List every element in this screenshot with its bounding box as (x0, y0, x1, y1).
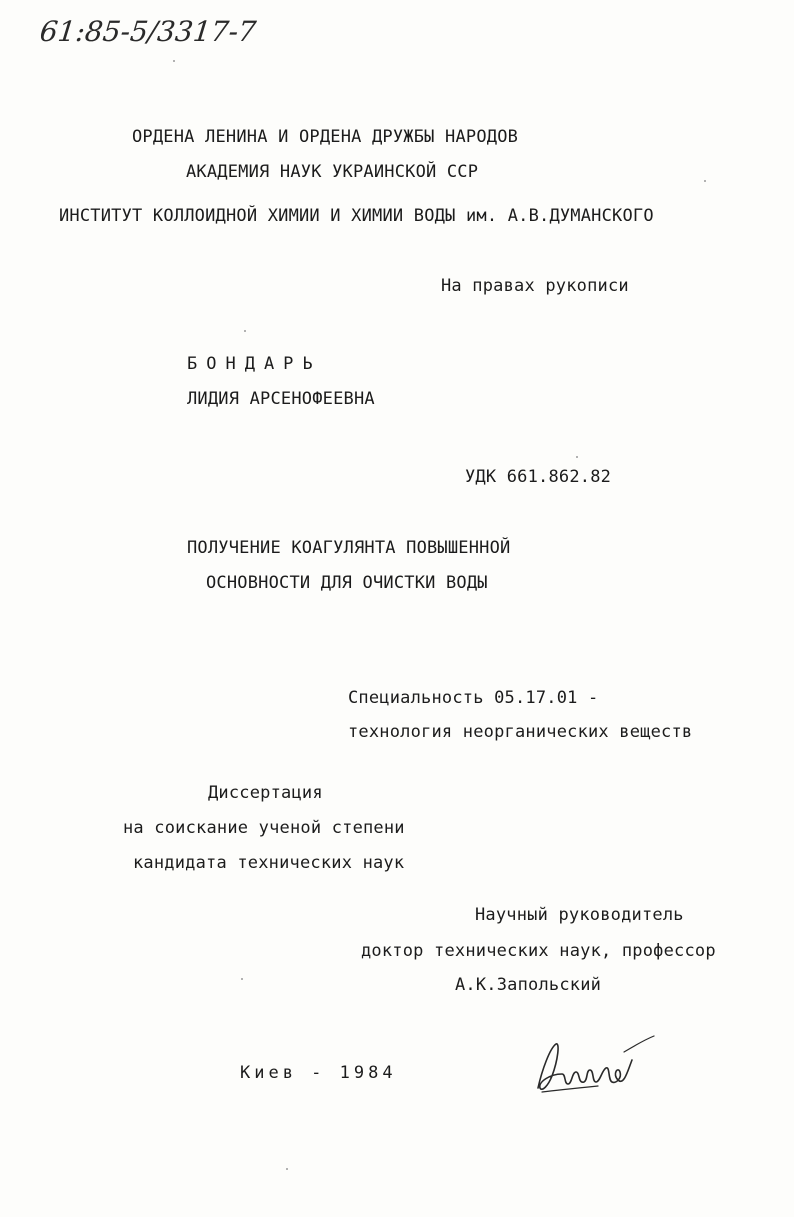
paper-speck (241, 978, 243, 980)
author-given-names: ЛИДИЯ АРСЕНОФЕЕВНА (187, 389, 375, 409)
signature-mark (528, 1030, 658, 1100)
dissertation-line-3: кандидата технических наук (133, 853, 405, 873)
supervisor-name: А.К.Запольский (455, 975, 602, 995)
udc-code: УДК 661.862.82 (465, 467, 612, 487)
header-line-academy: АКАДЕМИЯ НАУК УКРАИНСКОЙ ССР (186, 162, 479, 182)
title-line-1: ПОЛУЧЕНИЕ КОАГУЛЯНТА ПОВЫШЕННОЙ (187, 538, 511, 558)
header-line-institute: ИНСТИТУТ КОЛЛОИДНОЙ ХИМИИ И ХИМИИ ВОДЫ им. А.В.ДУМАНСКОГО (59, 206, 654, 226)
paper-speck (576, 456, 578, 458)
supervisor-line-1: Научный руководитель (475, 905, 684, 925)
specialty-line-1: Специальность 05.17.01 - (348, 688, 599, 708)
author-surname: БОНДАРЬ (187, 354, 322, 374)
paper-speck (286, 1168, 288, 1170)
archive-code: 61:85-5/3317-7 (38, 15, 258, 48)
supervisor-line-2: доктор технических наук, профессор (361, 941, 716, 961)
paper-speck (173, 60, 175, 62)
paper-speck (244, 330, 246, 332)
specialty-line-2: технология неорганических веществ (348, 722, 693, 742)
manuscript-rights: На правах рукописи (441, 276, 629, 296)
dissertation-line-2: на соискание ученой степени (123, 818, 405, 838)
place-year: Киев - 1984 (240, 1063, 397, 1083)
header-line-orders: ОРДЕНА ЛЕНИНА И ОРДЕНА ДРУЖБЫ НАРОДОВ (132, 127, 519, 147)
title-line-2: ОСНОВНОСТИ ДЛЯ ОЧИСТКИ ВОДЫ (206, 573, 488, 593)
paper-speck (704, 180, 706, 182)
dissertation-line-1: Диссертация (208, 783, 323, 803)
